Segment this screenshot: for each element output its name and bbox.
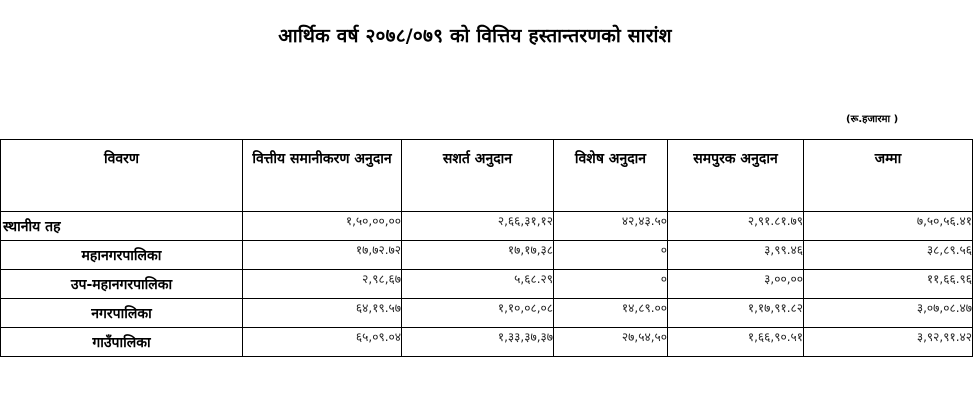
summary-table <box>0 139 973 357</box>
cell-value: २,९८,६७ <box>243 270 402 299</box>
row-label: महानगरपालिका <box>1 241 243 270</box>
cell-value: १,१७,९१.८२ <box>668 299 804 328</box>
cell-value: ० <box>554 270 668 299</box>
cell-value: १७,७२.७२ <box>243 241 402 270</box>
header-row <box>1 140 973 212</box>
cell-value: २,६६,३१,१२ <box>402 212 554 241</box>
table-row <box>1 328 973 357</box>
page-title: आर्थिक वर्ष २०७८/०७९ को वित्तिय हस्तान्तरणको सारांश <box>278 25 672 47</box>
cell-value: १७,१७,३८ <box>402 241 554 270</box>
cell-value: १,३३,३७,३७ <box>402 328 554 357</box>
table-row <box>1 241 973 270</box>
row-label: गाउँपालिका <box>1 328 243 357</box>
cell-value: ७,५०,५६.४१ <box>804 212 973 241</box>
cell-value: ३,९९.४६ <box>668 241 804 270</box>
row-label: स्थानीय तह <box>1 212 243 241</box>
row-label: उप-महानगरपालिका <box>1 270 243 299</box>
cell-value: ६५,०९.०४ <box>243 328 402 357</box>
cell-value: २,९१.८१.७९ <box>668 212 804 241</box>
table-row <box>1 270 973 299</box>
cell-value: ११,६६.९६ <box>804 270 973 299</box>
row-label: नगरपालिका <box>1 299 243 328</box>
header-conditional-grant: सशर्त अनुदान <box>402 140 554 212</box>
header-complementary-grant: समपुरक अनुदान <box>668 140 804 212</box>
cell-value: ३,९२,९१.४२ <box>804 328 973 357</box>
cell-value: १,६६,९०.५१ <box>668 328 804 357</box>
header-total: जम्मा <box>804 140 973 212</box>
unit-note: (रू.हजारमा ) <box>846 114 899 125</box>
header-fiscal-equalization-grant: वित्तीय समानीकरण अनुदान <box>243 140 402 212</box>
table-row <box>1 212 973 241</box>
table-row <box>1 299 973 328</box>
cell-value: ३,०७,०८.४७ <box>804 299 973 328</box>
cell-value: ४२,४३.५० <box>554 212 668 241</box>
cell-value: ३८,८९.५६ <box>804 241 973 270</box>
header-special-grant: विशेष अनुदान <box>554 140 668 212</box>
cell-value: ० <box>554 241 668 270</box>
cell-value: १४,८९.०० <box>554 299 668 328</box>
cell-value: २७,५४,५० <box>554 328 668 357</box>
cell-value: १,१०,०८,०८ <box>402 299 554 328</box>
cell-value: ६४,१९.५७ <box>243 299 402 328</box>
header-description: विवरण <box>1 140 243 212</box>
cell-value: ५,६८.२९ <box>402 270 554 299</box>
cell-value: १,५०,००,०० <box>243 212 402 241</box>
cell-value: ३,००,०० <box>668 270 804 299</box>
